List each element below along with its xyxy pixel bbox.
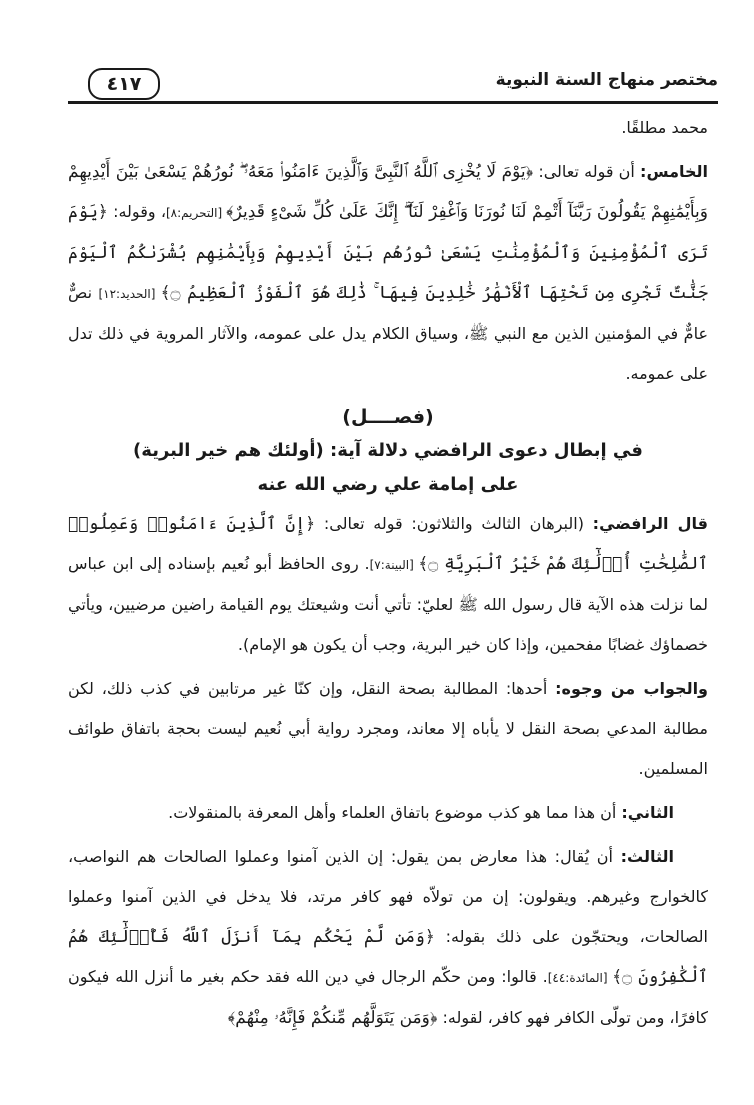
section-title-line-1: في إبطال دعوى الرافضي دلالة آية: (أولئك هم خير البرية): [133, 440, 643, 461]
paragraph-text: ، وقوله:: [107, 202, 166, 221]
verse-reference: [الحديد:١٢]: [98, 287, 161, 301]
section-heading: [68, 400, 708, 502]
paragraph-text: أن يُقال: هذا معارض بمن يقول: إن الذين آمنوا وعملوا الصالحات هم النواصب، كالخوارج وغيرهم. ويقولون: إن من تولاّه فهو كافر مرتد، فلا يدخل في الذين آمنوا وعملوا الصالحات، ويحتجّون على ذلك بقوله:: [68, 847, 708, 946]
quran-verse: ﴿وَمَن يَتَوَلَّهُم مِّنكُمْ فَإِنَّهُۥ مِنْهُمْ﴾: [227, 1008, 438, 1028]
page-body: [68, 108, 708, 1042]
quran-verse: ﴿وَمَن لَّمْ يَحْكُم بِمَآ أَنزَلَ ٱللَّهُ فَأُو۟لَٰٓئِكَ هُمُ ٱلْكَٰفِرُونَ ۝﴾: [68, 927, 708, 987]
page-header: [68, 66, 718, 104]
page-number: ٤١٧: [88, 68, 160, 100]
paragraph-continuation: [68, 108, 708, 148]
paragraph-rafidi-claim: [68, 504, 708, 665]
paragraph-text: أحدها: المطالبة بصحة النقل، وإن كنّا غير مرتابين في كذب ذلك، لكن مطالبة المدعي بصحة النقل لا يأباه إلا معاند، ومجرد رواية أبي نُعيم ليست بحجة باتفاق طوائف المسلمين.: [68, 679, 708, 778]
paragraph-lead: الثاني:: [621, 803, 674, 822]
verse-reference: [المائدة:٤٤]: [547, 971, 613, 985]
paragraph-text: أن هذا مما هو كذب موضوع باتفاق العلماء وأهل المعرفة بالمنقولات.: [168, 803, 622, 822]
verse-reference: [البينة:٧]: [369, 558, 419, 572]
paragraph-second: [68, 793, 708, 833]
paragraph-lead: والجواب من وجوه:: [555, 679, 708, 698]
quran-verse: ﴿يَوْمَ تَرَى ٱلْمُؤْمِنِينَ وَٱلْمُؤْمِنَٰتِ يَسْعَىٰ نُورُهُم بَيْنَ أَيْدِيهِمْ وَبِأَيْمَٰنِهِم بُشْرَىٰكُمُ ٱلْيَوْمَ جَنَّٰتٌ تَجْرِى مِن تَحْتِهَا ٱلْأَنْهَٰرُ خَٰلِدِينَ فِيهَا ۚ ذَٰلِكَ هُوَ ٱلْفَوْزُ ٱلْعَظِيمُ ۝﴾: [68, 202, 709, 303]
paragraph-text: نصٌّ عامٌّ في المؤمنين الذين مع النبي ﷺ، وسياق الكلام يدل على عمومه، والآثار المروية في ذلك تدل على عمومه.: [68, 283, 708, 383]
verse-reference: [التحريم:٨]: [165, 206, 227, 220]
paragraph-fifth: [68, 152, 708, 394]
paragraph-text: محمد مطلقًا.: [621, 118, 708, 137]
paragraph-text: . روى الحافظ أبو نُعيم بإسناده إلى ابن عباس لما نزلت هذه الآية قال رسول الله ﷺ لعليّ: تأتي أنت وشيعتك يوم القيامة راضين مرضيين، ويأتي خصماؤك غضابًا مفحمين، وإذا كان خير البرية، وجب أن يكون هو الإمام).: [68, 554, 708, 654]
paragraph-text: (البرهان الثالث والثلاثون: قوله تعالى:: [315, 514, 593, 533]
paragraph-text: . قالوا: ومن حكّم الرجال في دين الله فقد حكم بغير ما أنزل الله فيكون كافرًا، ومن تولّى الكافر فهو كافر، لقوله:: [68, 967, 708, 1027]
paragraph-lead: الثالث:: [620, 847, 674, 866]
running-title: مختصر منهاج السنة النبوية: [495, 70, 718, 90]
paragraph-text: أن قوله تعالى:: [533, 162, 641, 181]
header-rule: [68, 101, 718, 104]
paragraph-answer: [68, 669, 708, 789]
quran-verse: ﴿يَوْمَ لَا يُخْزِى ٱللَّهُ ٱلنَّبِىَّ وَٱلَّذِينَ ءَامَنُوا۟ مَعَهُۥ ۖ نُورُهُمْ يَسْعَىٰ بَيْنَ أَيْدِيهِمْ وَبِأَيْمَٰنِهِمْ يَقُولُونَ رَبَّنَآ أَتْمِمْ لَنَا نُورَنَا وَٱغْفِرْ لَنَآ ۖ إِنَّكَ عَلَىٰ كُلِّ شَىْءٍ قَدِيرٌ﴾: [68, 162, 708, 222]
section-label: (فصــــل): [342, 406, 434, 428]
quran-verse: ﴿إِنَّ ٱلَّذِينَ ءَامَنُوا۟ وَعَمِلُوا۟ ٱلصَّٰلِحَٰتِ أُو۟لَٰٓئِكَ هُمْ خَيْرُ ٱلْبَرِيَّةِ ۝﴾: [68, 514, 708, 574]
paragraph-lead: الخامس:: [640, 162, 708, 181]
paragraph-lead: قال الرافضي:: [592, 514, 708, 533]
paragraph-third: [68, 837, 708, 1038]
section-title-line-2: على إمامة علي رضي الله عنه: [257, 474, 519, 495]
